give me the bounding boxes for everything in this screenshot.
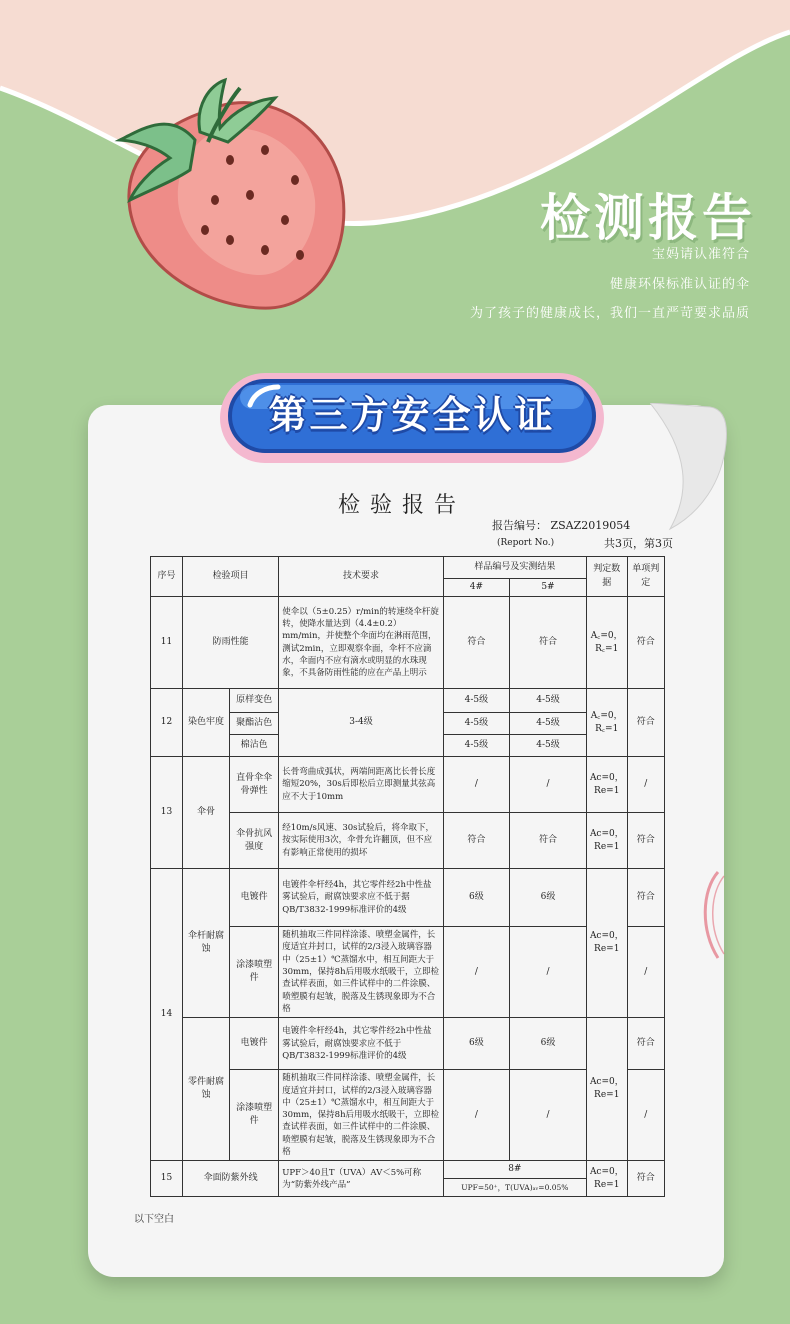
- header-seq: 序号: [151, 557, 183, 597]
- row11-requirement: 使伞以（5±0.25）r/min的转速绕伞杆旋转，使降水量达到（4.4±0.2）mm/min，并使整个伞面均在淋雨范围，测试2min，立即观察伞面，伞杆不应滴水，伞面内不应有滴水或明显的水珠现象，不具备防雨性能的应在产品上明示: [279, 597, 444, 689]
- row15-item: 伞面防紫外线: [183, 1161, 279, 1197]
- row14-sub-label: 涂漆喷塑件: [230, 927, 279, 1018]
- row14-group-label: 伞杆耐腐蚀: [183, 869, 230, 1018]
- row14-sub-s4: /: [443, 1070, 509, 1161]
- row13-sub-label: 直骨伞伞骨弹性: [230, 757, 279, 813]
- row14-sub-single: /: [627, 1070, 664, 1161]
- row14-sub-requirement: 随机抽取三件同样涂漆、喷塑金属件，长度适宜并封口，试样的2/3浸入玻璃容器中（25±1）℃蒸馏水中，相互间距大于30mm，保持8h后用吸水纸吸干，立即检查试样表面，如三件试样中的二件涂膜、喷塑膜有起皱，脱落及生锈现象即为不合格: [279, 927, 444, 1018]
- row12-item: 染色牢度: [183, 689, 230, 757]
- header-sample-5: 5#: [510, 579, 587, 597]
- row12-seq: 12: [151, 689, 183, 757]
- row14-sub-requirement: 电镀件伞杆经4h，其它零件经2h中性盐雾试验后，耐腐蚀要求应不低于据QB/T3832-1999标准评价的4级: [279, 869, 444, 927]
- row13-sub-s4: /: [443, 757, 509, 813]
- row13-sub-judge: Ac=0，Re=1: [586, 813, 627, 869]
- row11-s4: 符合: [443, 597, 509, 689]
- table-row: [151, 1161, 665, 1179]
- row11-s5: 符合: [510, 597, 587, 689]
- row12-sub-s4: 4-5级: [443, 735, 509, 757]
- row12-judge: A꜀=0，R꜀=1: [586, 689, 627, 757]
- row12-sub-s5: 4-5级: [510, 689, 587, 713]
- report-number-en: (Report No.): [497, 538, 555, 548]
- header-requirement: 技术要求: [279, 557, 444, 597]
- row13-sub-requirement: 经10m/s风速、30s试验后，将伞取下，按实际使用3次，伞骨允许翻顶，但不应有影响正常使用的损坏: [279, 813, 444, 869]
- row11-item: 防雨性能: [183, 597, 279, 689]
- row14-sub-label: 涂漆喷塑件: [230, 1070, 279, 1161]
- row13-sub-s5: 符合: [510, 813, 587, 869]
- row14-sub-single: /: [627, 927, 664, 1018]
- inspection-table: [150, 556, 665, 1197]
- row15-result: UPF=50⁺，T(UVA)ₐᵥ=0.05%: [443, 1179, 586, 1197]
- table-row: [151, 689, 665, 713]
- row14-sub-single: 符合: [627, 1018, 664, 1070]
- row14-sub-s5: /: [510, 927, 587, 1018]
- row14-group-judge: Ac=0，Re=1: [586, 1018, 627, 1161]
- header-item: 检验项目: [183, 557, 279, 597]
- table-row: [151, 757, 665, 813]
- row14-sub-label: 电镀件: [230, 869, 279, 927]
- page-count: 共3页，第3页: [604, 537, 673, 550]
- row13-sub-single: 符合: [627, 813, 664, 869]
- row11-single: 符合: [627, 597, 664, 689]
- row11-judge: A꜀=0，R꜀=1: [586, 597, 627, 689]
- row12-sub-s4: 4-5级: [443, 713, 509, 735]
- row13-sub-judge: Ac=0，Re=1: [586, 757, 627, 813]
- hero-line-2: 健康环保标准认证的伞: [609, 277, 750, 292]
- row13-sub-s4: 符合: [443, 813, 509, 869]
- row14-sub-s5: /: [510, 1070, 587, 1161]
- row14-sub-s4: 6级: [443, 869, 509, 927]
- row12-sub-label: 聚酯沾色: [230, 713, 279, 735]
- row13-sub-requirement: 长骨弯曲成弧状，两端间距离比长骨长度缩短20%，30s后即松后立即测量其弦高应不大于10mm: [279, 757, 444, 813]
- row12-sub-s5: 4-5级: [510, 735, 587, 757]
- row12-single: 符合: [627, 689, 664, 757]
- report-title: 检验报告: [337, 493, 466, 518]
- row12-sub-label: 原样变色: [230, 689, 279, 713]
- row14-sub-s4: 6级: [443, 1018, 509, 1070]
- row14-sub-s5: 6级: [510, 869, 587, 927]
- table-header-row: [151, 557, 665, 579]
- row13-sub-single: /: [627, 757, 664, 813]
- row14-group-label: 零件耐腐蚀: [183, 1018, 230, 1161]
- row12-requirement: 3-4级: [279, 689, 444, 757]
- row13-seq: 13: [151, 757, 183, 869]
- row14-seq: 14: [151, 869, 183, 1161]
- badge-label: 第三方安全认证: [268, 393, 556, 437]
- hero-line-3: 为了孩子的健康成长，我们一直严苛要求品质: [469, 306, 750, 321]
- hero-line-1: 宝妈请认准符合: [651, 247, 750, 262]
- row12-sub-label: 棉沾色: [230, 735, 279, 757]
- header-sample-group: 样品编号及实测结果: [443, 557, 586, 579]
- report-number: 报告编号： ZSAZ2019054: [492, 519, 631, 532]
- row14-sub-label: 电镀件: [230, 1018, 279, 1070]
- header-single: 单项判定: [627, 557, 664, 597]
- row14-sub-s5: 6级: [510, 1018, 587, 1070]
- row14-group-judge: Ac=0，Re=1: [586, 869, 627, 1018]
- row14-sub-requirement: 电镀件伞杆经4h，其它零件经2h中性盐雾试验后，耐腐蚀要求应不低于QB/T3832-1999标准评价的4级: [279, 1018, 444, 1070]
- row15-single: 符合: [627, 1161, 664, 1197]
- row13-item: 伞骨: [183, 757, 230, 869]
- strawberry-illustration: [100, 70, 360, 320]
- header-sample-4: 4#: [443, 579, 509, 597]
- row11-seq: 11: [151, 597, 183, 689]
- row15-judge: Ac=0，Re=1: [586, 1161, 627, 1197]
- red-stamp: [696, 870, 726, 960]
- row13-sub-label: 伞骨抗风强度: [230, 813, 279, 869]
- footnote: 以下空白: [134, 1214, 174, 1225]
- row14-sub-requirement: 随机抽取三件同样涂漆、喷塑金属件，长度适宜并封口，试样的2/3浸入玻璃容器中（25±1）℃蒸馏水中，相互间距大于30mm，保持8h后用吸水纸吸干，立即检查试样表面，如三件试样中的二件涂膜、喷塑膜有起皱，脱落及生锈现象即为不合格: [279, 1070, 444, 1161]
- table-row: [151, 597, 665, 689]
- row14-sub-s4: /: [443, 927, 509, 1018]
- row14-sub-single: 符合: [627, 869, 664, 927]
- row15-seq: 15: [151, 1161, 183, 1197]
- hero-title: 检测报告: [540, 189, 756, 247]
- row12-sub-s4: 4-5级: [443, 689, 509, 713]
- row15-sample: 8#: [443, 1161, 586, 1179]
- row13-sub-s5: /: [510, 757, 587, 813]
- header-judge: 判定数据: [586, 557, 627, 597]
- row15-requirement: UPF＞40且T（UVA）AV＜5%可称为“防紫外线产品”: [279, 1161, 444, 1197]
- table-row: [151, 869, 665, 927]
- row12-sub-s5: 4-5级: [510, 713, 587, 735]
